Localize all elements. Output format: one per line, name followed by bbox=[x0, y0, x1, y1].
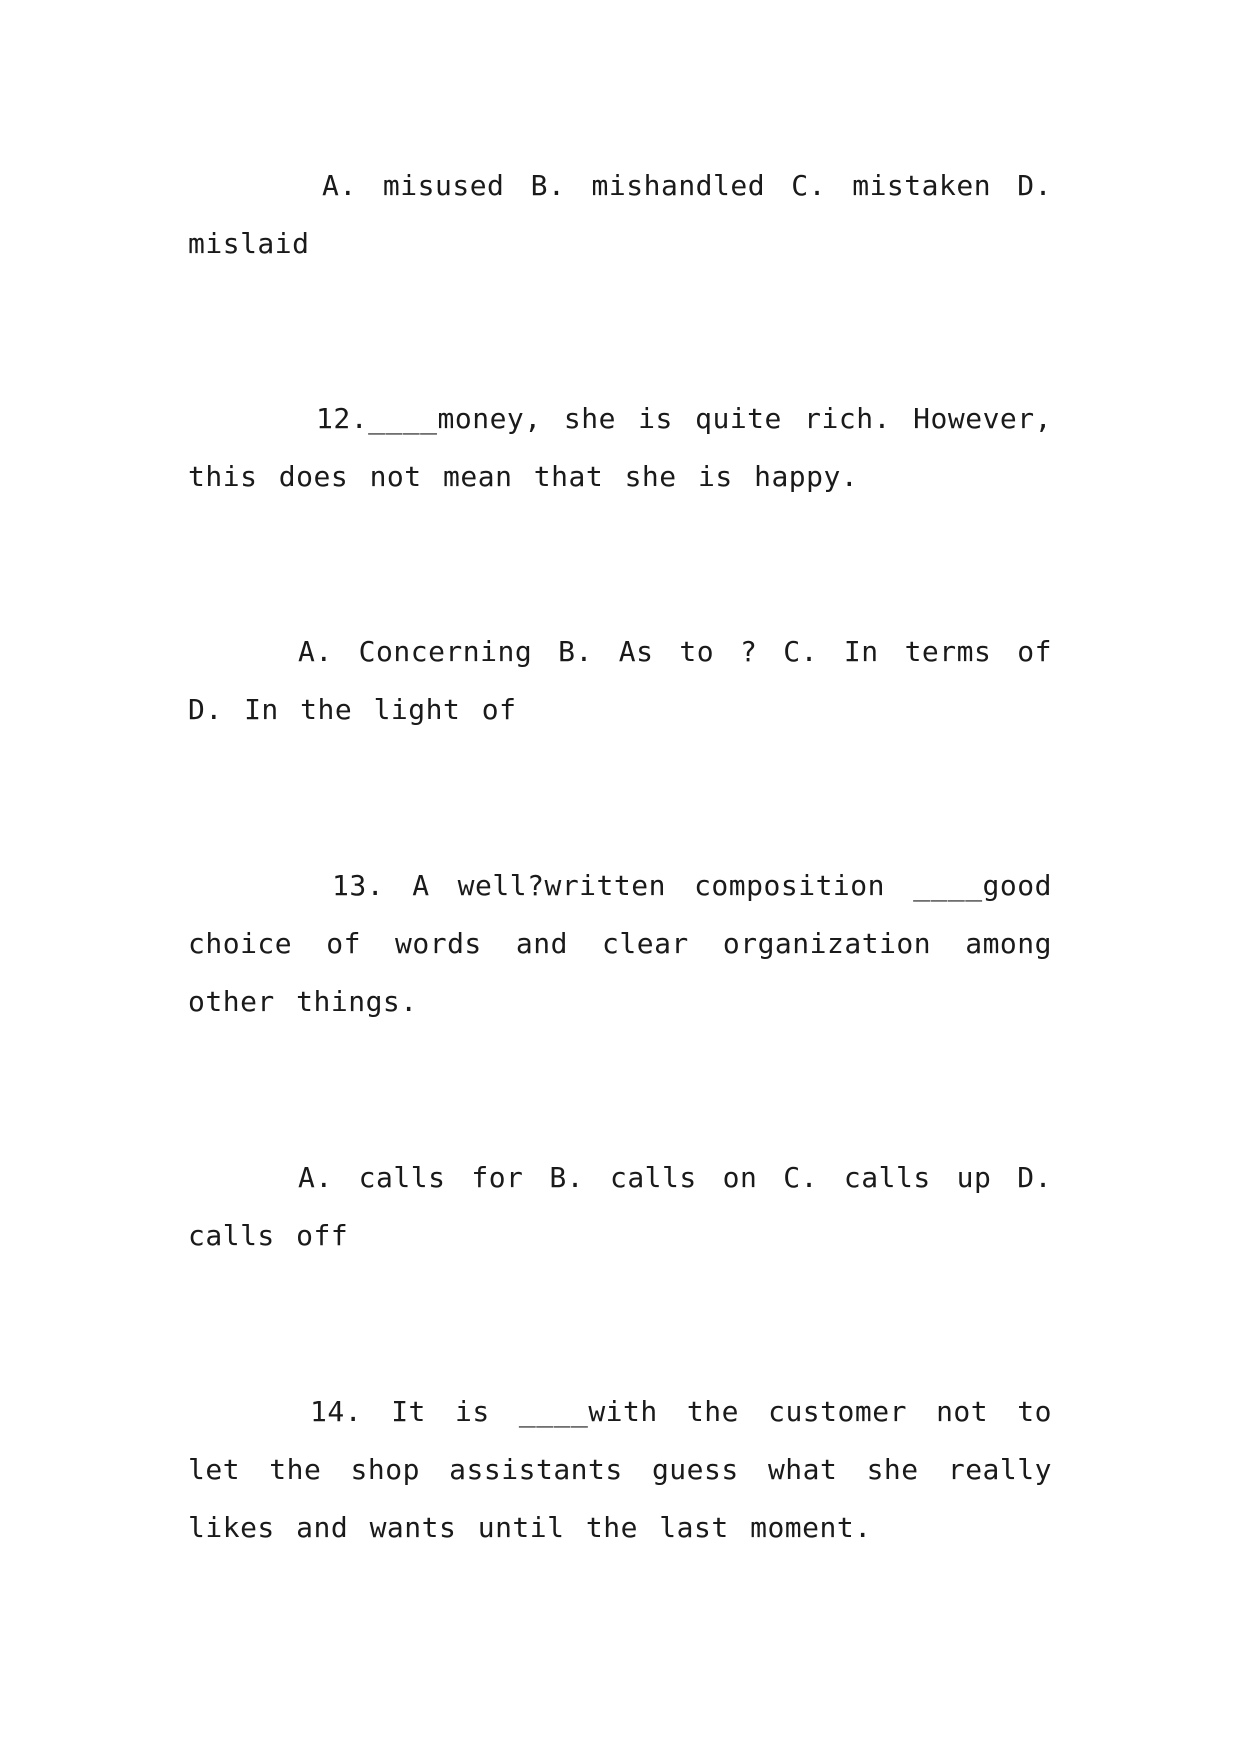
options-q13: A. calls for B. calls on C. calls up D. calls off bbox=[188, 1161, 1052, 1252]
question-12: 12.____money, she is quite rich. However, this does not mean that she is happy. bbox=[188, 402, 1052, 493]
options-q11: A. misused B. mishandled C. mistaken D. mislaid bbox=[188, 169, 1052, 260]
options-q12: A. Concerning B. As to ? C. In terms of D. In the light of bbox=[188, 635, 1052, 726]
question-14: 14. It is ____with the customer not to let the shop assistants guess what she really likes and wants until the last moment. bbox=[188, 1395, 1052, 1544]
question-13: 13. A well?written composition ____good choice of words and clear organization among other things. bbox=[188, 869, 1052, 1018]
